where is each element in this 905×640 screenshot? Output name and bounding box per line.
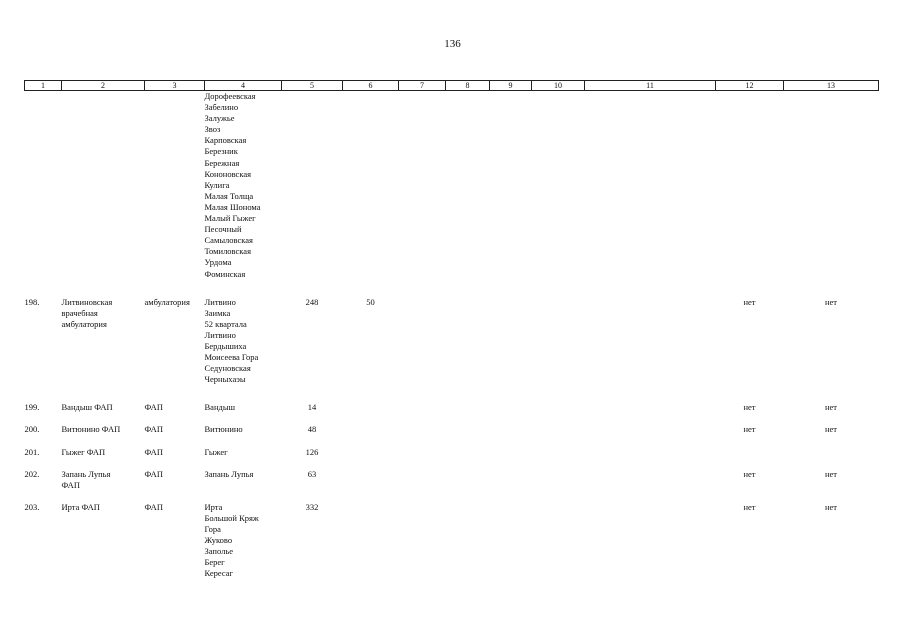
settlement-name: Карповская — [204, 135, 247, 146]
column-6-value — [343, 469, 399, 491]
settlement-name: Березник — [204, 146, 238, 157]
facility-name: Ирта ФАП — [61, 501, 100, 512]
column-header: 10 — [532, 81, 585, 91]
column-12-value: нет — [743, 296, 756, 307]
settlement-name: Литвино — [204, 296, 236, 307]
settlement-name: Вандыш — [204, 402, 236, 413]
column-13-value: нет — [824, 402, 838, 413]
column-header: 12 — [716, 81, 784, 91]
column-6-value: 50 — [366, 296, 375, 307]
settlement-name: Звоз — [204, 124, 221, 135]
settlement-name: Запань Лупья — [204, 468, 254, 479]
column-5-value: 332 — [305, 501, 319, 512]
column-header: 3 — [145, 81, 205, 91]
column-13-value: нет — [824, 424, 838, 435]
table-row — [25, 469, 879, 491]
settlement-name: Ирта — [204, 501, 223, 512]
row-number: 199. — [24, 402, 40, 413]
facility-name: Запань Лупья ФАП — [61, 468, 111, 490]
column-12-value — [716, 447, 784, 458]
settlement-name: Урдома — [204, 257, 232, 268]
settlement-name: Томиловская — [204, 246, 251, 257]
settlement-name: Литвино — [204, 329, 236, 340]
settlement-name: Витюнино — [204, 424, 243, 435]
column-header: 1 — [25, 81, 62, 91]
facility-name: Вандыш ФАП — [61, 402, 113, 413]
settlement-name: Кононовская — [204, 168, 252, 179]
column-12-value: нет — [743, 402, 756, 413]
settlement-name: Заполье — [204, 546, 233, 557]
settlement-name: Берег — [204, 557, 225, 568]
column-header: 2 — [62, 81, 145, 91]
facility-type: ФАП — [144, 501, 163, 512]
table-row — [25, 502, 879, 580]
settlement-list — [205, 402, 282, 413]
column-header: 13 — [784, 81, 879, 91]
settlement-name: Песочный — [204, 224, 242, 235]
facility-name: Витюнино ФАП — [61, 424, 121, 435]
row-number: 203. — [24, 501, 40, 512]
settlement-name: Седуновская — [204, 363, 251, 374]
facilities-table — [24, 80, 879, 579]
settlement-name: Гыжег — [204, 446, 228, 457]
settlement-name: Фоминская — [204, 268, 246, 279]
column-12-value: нет — [743, 501, 756, 512]
page-number: 136 — [444, 38, 461, 50]
settlement-list — [205, 469, 282, 491]
facility-type: ФАП — [144, 446, 163, 457]
settlement-list — [205, 297, 282, 386]
settlement-name: Гора — [204, 524, 221, 534]
settlement-name: Самыловская — [204, 235, 253, 246]
column-5-value: 63 — [307, 468, 317, 479]
column-header: 8 — [446, 81, 490, 91]
column-5-value: 126 — [305, 446, 319, 457]
column-13-value — [784, 447, 879, 458]
column-5-value: 14 — [307, 402, 317, 413]
column-13-value: нет — [824, 468, 838, 479]
settlement-list — [205, 424, 282, 435]
settlement-name: 52 квартала — [204, 318, 247, 329]
column-header: 7 — [399, 81, 446, 91]
column-6-value — [343, 424, 399, 435]
settlement-name: Кулига — [204, 179, 230, 190]
settlement-list — [205, 502, 282, 580]
settlement-name: Малая Шонома — [204, 201, 261, 212]
table-row-continued — [25, 91, 879, 280]
row-number: 201. — [24, 446, 40, 457]
settlement-name: Малый Гыжег — [204, 213, 256, 224]
column-header: 9 — [490, 81, 532, 91]
settlement-name: Бережная — [204, 157, 240, 168]
column-header: 4 — [205, 81, 282, 91]
settlement-list — [205, 91, 282, 280]
row-number: 200. — [24, 424, 40, 435]
table-row — [25, 447, 879, 458]
facility-type: ФАП — [144, 402, 163, 413]
settlement-name: Дорофеевская — [204, 91, 256, 101]
settlement-name: Залужье — [204, 113, 235, 124]
table-row — [25, 297, 879, 386]
settlement-name: Заимка — [204, 307, 231, 318]
column-6-value — [343, 402, 399, 413]
facility-type: ФАП — [144, 424, 163, 435]
column-header: 11 — [585, 81, 716, 91]
facility-name: Гыжег ФАП — [61, 446, 106, 457]
column-header: 6 — [343, 81, 399, 91]
column-header: 5 — [282, 81, 343, 91]
settlement-name: Черныхаэы — [204, 374, 246, 385]
settlement-name: Большой Кряж — [204, 512, 259, 523]
column-13-value: нет — [824, 501, 838, 512]
row-number: 198. — [24, 296, 40, 307]
facility-type: ФАП — [144, 468, 163, 479]
settlement-name: Кересаг — [204, 568, 233, 579]
column-5-value: 48 — [307, 424, 317, 435]
column-13-value: нет — [824, 296, 838, 307]
column-12-value: нет — [743, 424, 756, 435]
facility-name: Литвиновская врачебная амбулатория — [61, 296, 113, 329]
table-row — [25, 402, 879, 413]
column-12-value: нет — [743, 468, 756, 479]
column-number-row — [25, 81, 879, 91]
settlement-name: Малая Толща — [204, 190, 254, 201]
settlement-list — [205, 447, 282, 458]
facility-type: амбулатория — [144, 296, 190, 307]
column-6-value — [343, 447, 399, 458]
settlement-name: Моисеева Гора — [204, 352, 259, 363]
table-row — [25, 424, 879, 435]
settlement-name: Жуково — [204, 535, 233, 546]
settlement-name: Бердышиха — [204, 340, 247, 351]
row-number: 202. — [24, 468, 40, 479]
column-6-value — [343, 502, 399, 580]
column-5-value: 248 — [305, 296, 319, 307]
settlement-name: Забелино — [204, 102, 239, 113]
